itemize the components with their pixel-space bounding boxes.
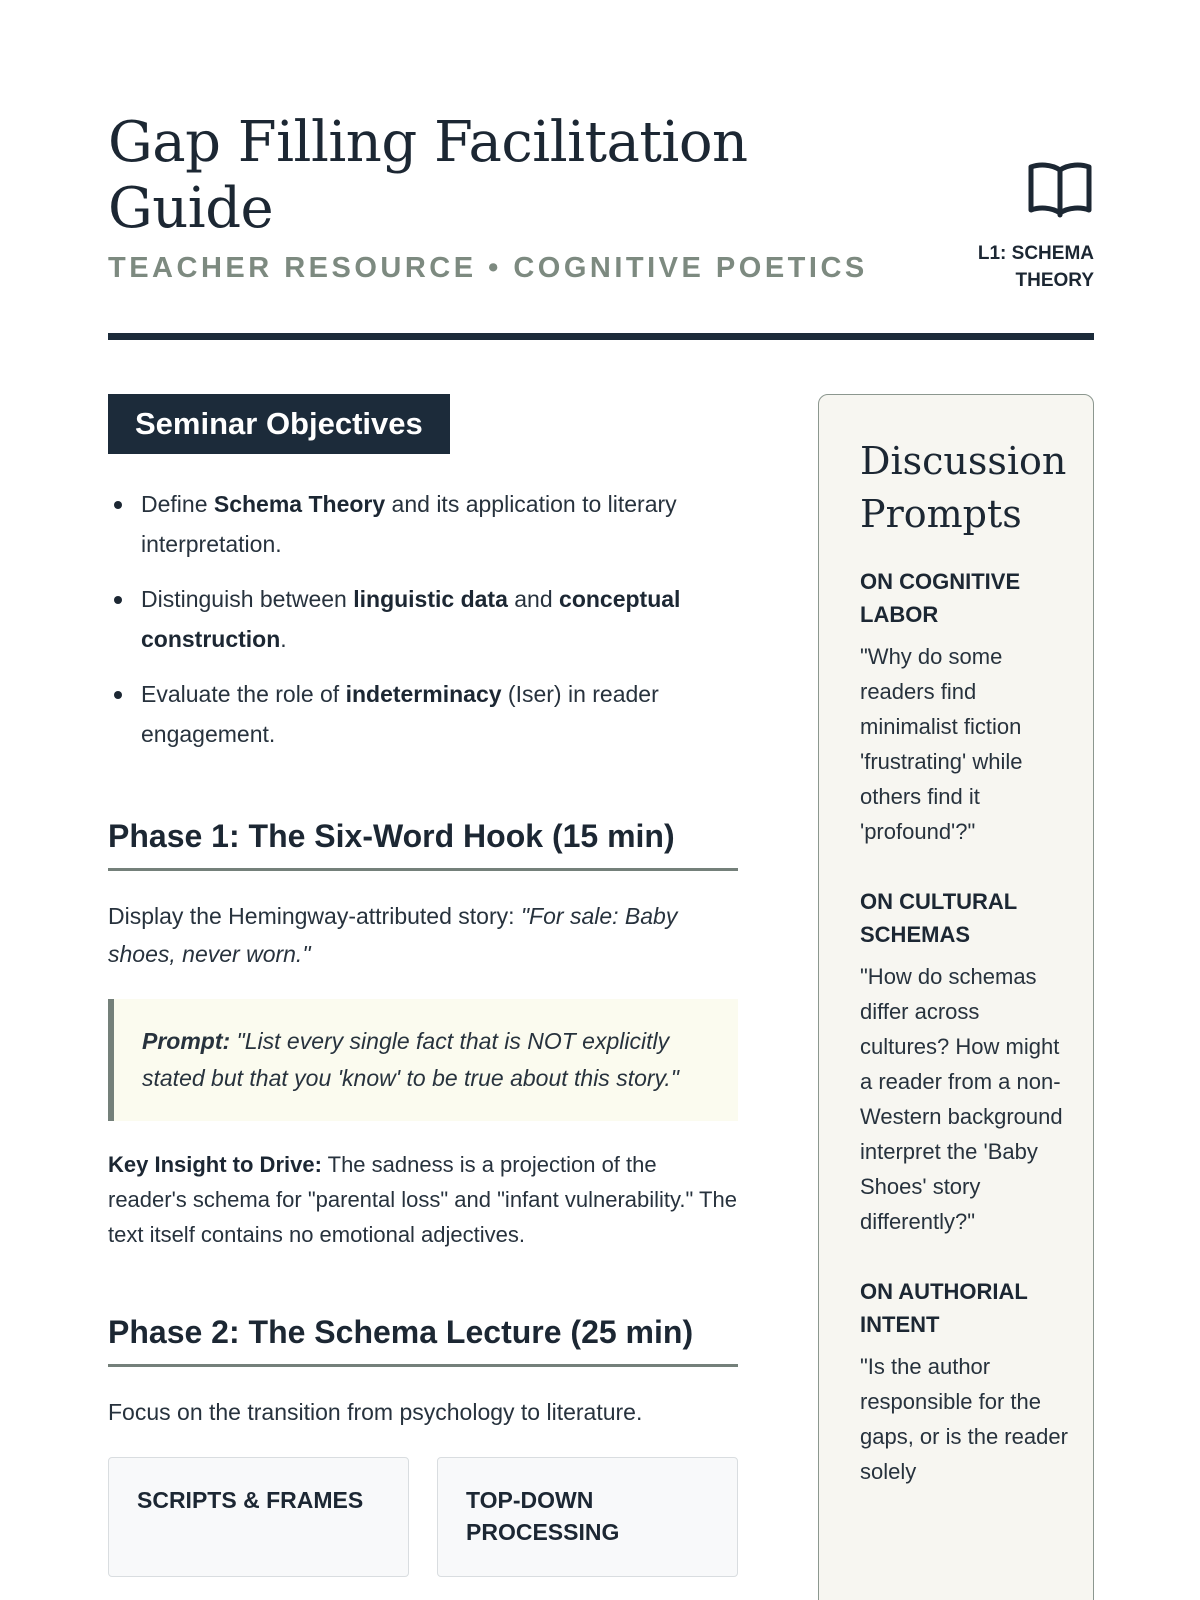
prompt-heading: ON CULTURAL SCHEMAS: [860, 889, 1017, 947]
discussion-sidebar: [818, 394, 1094, 1600]
prompt-cultural-schemas: [860, 885, 1073, 1239]
prompt-text: "How do schemas differ across cultures? How might a reader from a non-Western background interpret the 'Baby Shoes' story differently?": [860, 964, 1063, 1234]
page-subtitle: TEACHER RESOURCE • COGNITIVE POETICS: [108, 252, 868, 284]
card-scripts-frames: SCRIPTS & FRAMES: [108, 1457, 409, 1577]
prompt-cognitive-labor: [860, 565, 1073, 849]
phase1-heading: Phase 1: The Six-Word Hook (15 min): [108, 814, 738, 871]
header-divider: [108, 333, 1094, 340]
phase1-insight: Key Insight to Drive: The sadness is a projection of the reader's schema for "parental loss" and "infant vulnerability." The text itself contains no emotional adjectives.: [108, 1152, 737, 1247]
list-item: Define Schema Theory and its application to literary interpretation.: [108, 484, 738, 564]
book-icon: [1027, 160, 1093, 220]
card-top-down-processing: TOP-DOWN PROCESSING: [437, 1457, 738, 1577]
phase1-display: Display the Hemingway-attributed story: "For sale: Baby shoes, never worn.": [108, 903, 678, 967]
phase1-prompt-box: Prompt: "List every single fact that is NOT explicitly stated but that you 'know' to be true about this story.": [108, 999, 738, 1121]
phase2-heading: Phase 2: The Schema Lecture (25 min): [108, 1310, 738, 1367]
objectives-list: [108, 484, 738, 754]
objectives-heading: Seminar Objectives: [108, 394, 450, 454]
prompt-text: "Why do some readers find minimalist fiction 'frustrating' while others find it 'profound'?": [860, 644, 1023, 844]
prompt-text: "Is the author responsible for the gaps, or is the reader solely: [860, 1354, 1068, 1484]
lesson-label: L1: SCHEMA THEORY: [977, 243, 1094, 291]
page-title: Gap Filling Facilitation Guide: [108, 110, 748, 241]
main-column: [108, 394, 738, 1577]
phase2-focus: Focus on the transition from psychology to literature.: [108, 1399, 643, 1425]
sidebar-title: Discussion Prompts: [860, 439, 1067, 536]
concept-cards: [108, 1457, 738, 1577]
prompt-heading: ON COGNITIVE LABOR: [860, 569, 1021, 627]
prompt-authorial-intent: [860, 1275, 1073, 1489]
prompt-heading: ON AUTHORIAL INTENT: [860, 1279, 1028, 1337]
list-item: Distinguish between linguistic data and conceptual construction.: [108, 579, 738, 659]
list-item: Evaluate the role of indeterminacy (Iser) in reader engagement.: [108, 674, 738, 754]
